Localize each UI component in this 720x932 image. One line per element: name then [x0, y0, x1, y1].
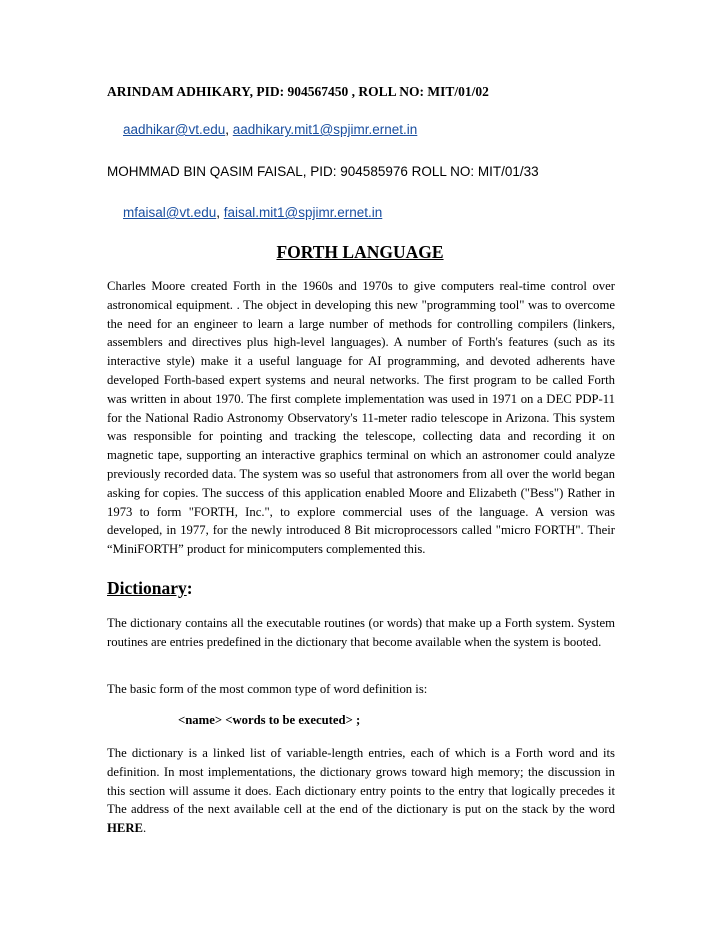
email-separator: ,	[225, 122, 233, 137]
dictionary-paragraph-3	[107, 744, 615, 838]
section-heading-dictionary	[107, 578, 193, 599]
author-line-2: MOHMMAD BIN QASIM FAISAL, PID: 904585976 ROLL NO: MIT/01/33	[107, 164, 539, 179]
author-2-emails	[123, 205, 382, 220]
author-1-emails	[123, 122, 417, 137]
email-link[interactable]: aadhikary.mit1@spjimr.ernet.in	[232, 122, 418, 137]
paragraph-text: The dictionary is a linked list of variable-length entries, each of which is a Forth word and its definition. In most implementations, the dictionary grows toward high memory; the discussion in this section will assume it does. Each dictionary entry points to the entry that logically precedes it The address of the next available cell at the end of the dictionary is put on the stack by the word	[107, 746, 615, 817]
word-definition-syntax: <name> <words to be executed> ;	[178, 713, 361, 727]
dictionary-paragraph-1: The dictionary contains all the executable routines (or words) that make up a Forth system. System routines are entries predefined in the dictionary that become available when the system is booted.	[107, 616, 615, 649]
section-heading-colon: :	[186, 578, 193, 598]
dictionary-paragraph-2: The basic form of the most common type of word definition is:	[107, 682, 428, 696]
email-separator: ,	[216, 205, 224, 220]
email-link[interactable]: faisal.mit1@spjimr.ernet.in	[223, 205, 383, 220]
author-line-1: ARINDAM ADHIKARY, PID: 904567450 , ROLL NO: MIT/01/02	[107, 84, 489, 99]
email-link[interactable]: mfaisal@vt.edu	[123, 205, 217, 220]
keyword-here: HERE	[107, 821, 143, 836]
intro-paragraph: Charles Moore created Forth in the 1960s and 1970s to give computers real-time control over astronomical equipment. . The object in developing this new "programming tool" was to overcome the need for an engineer to learn a large number of methods for controlling compilers (linkers, assemblers and directives plus high-level languages). A number of Forth's features (such as its interactive style) make it a useful language for AI programming, and devoted adherents have developed Forth-based expert systems and neural networks. The first program to be called Forth was written in about 1970. The first complete implementation was used in 1971 on a DEC PDP-11 for the National Radio Astronomy Observatory's 11-meter radio telescope in Arizona. This system was responsible for pointing and tracking the telescope, collecting data and recording it on magnetic tape, supporting an interactive graphics terminal on which an astronomer could analyze previously recorded data. The system was so useful that astronomers from all over the world began asking for copies. The success of this application enabled Moore and Elizabeth ("Bess") Rather in 1973 to form "FORTH, Inc.", to explore commercial uses of the language. A version was developed, in 1977, for the newly introduced 8 Bit microprocessors called "micro FORTH". Their “MiniFORTH” product for minicomputers complemented this.	[107, 279, 615, 557]
email-link[interactable]: aadhikar@vt.edu	[123, 122, 226, 137]
section-heading-text: Dictionary	[107, 578, 187, 598]
paragraph-end: .	[142, 821, 147, 836]
document-title: FORTH LANGUAGE	[276, 242, 444, 262]
